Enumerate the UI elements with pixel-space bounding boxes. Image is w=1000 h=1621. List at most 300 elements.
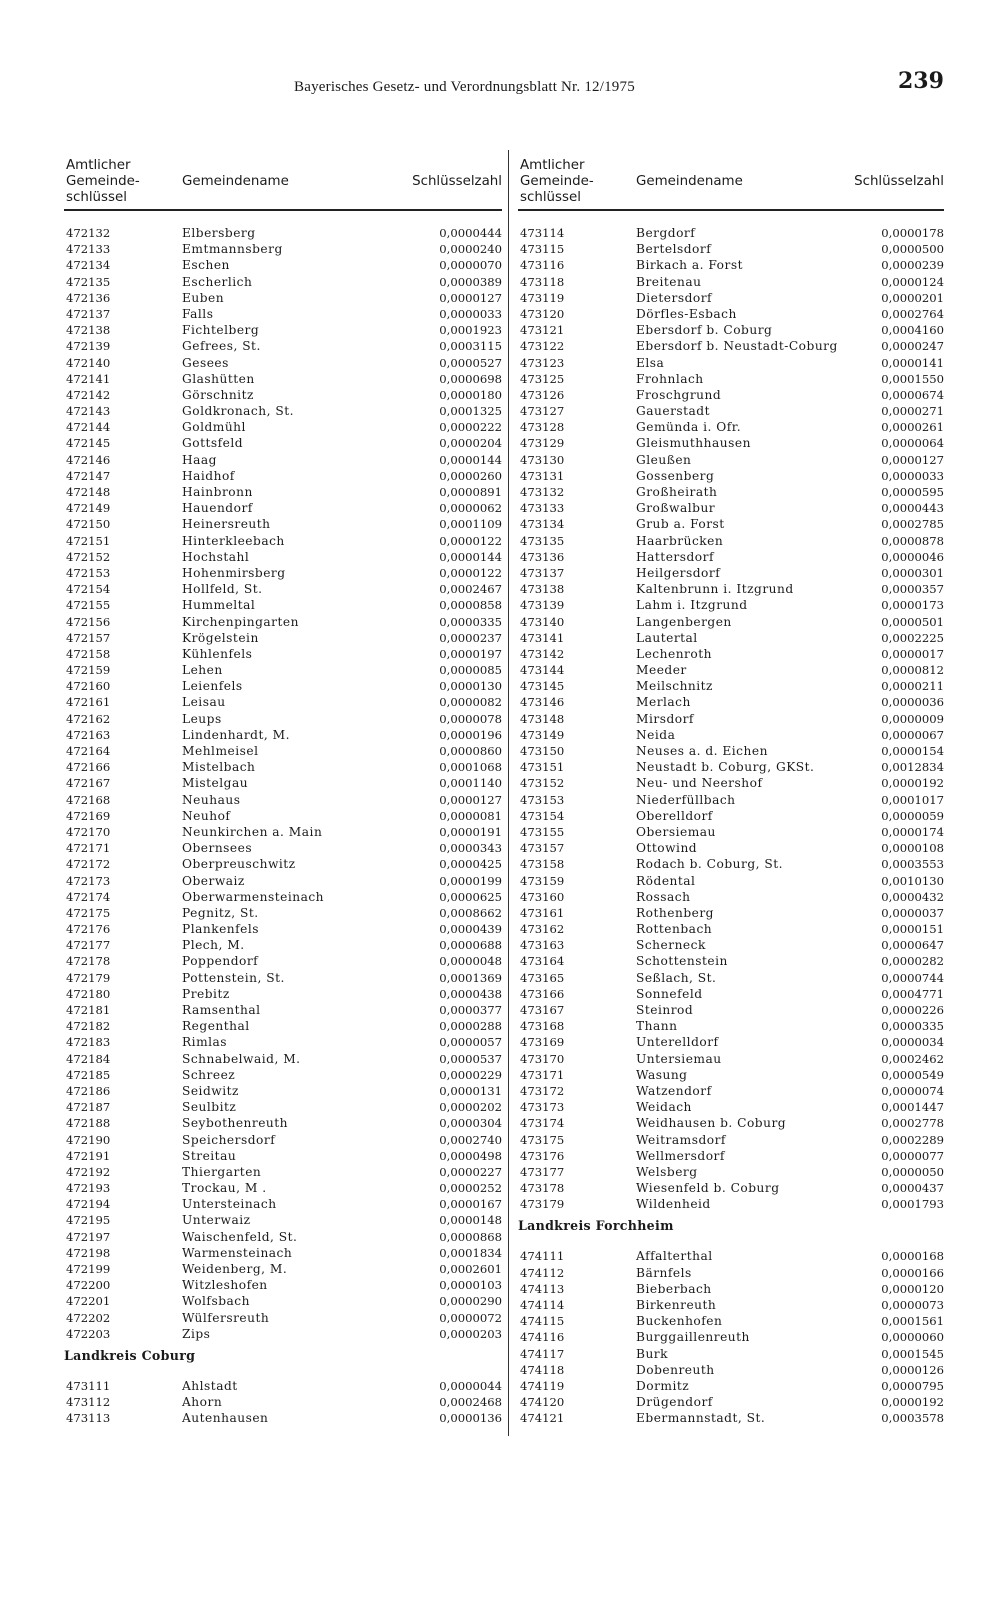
key-number: 0,0000081 (439, 808, 502, 823)
municipality-key: 472173 (66, 873, 111, 888)
municipality-key: 473125 (520, 371, 565, 386)
municipality-name: Lahm i. Itzgrund (636, 598, 748, 613)
municipality-name: Kirchenpingarten (182, 614, 299, 629)
key-number: 0,0002467 (439, 582, 502, 597)
table-row (64, 808, 502, 824)
key-number: 0,0002225 (881, 630, 944, 645)
table-row (518, 1018, 944, 1034)
table-row (518, 905, 944, 921)
key-number: 0,0000438 (439, 986, 502, 1001)
table-row (64, 387, 502, 403)
table-row (518, 1410, 944, 1426)
table-row (64, 500, 502, 516)
key-number: 0,0000432 (881, 889, 944, 904)
key-number: 0,0000744 (881, 970, 944, 985)
municipality-name: Leups (182, 711, 222, 726)
municipality-name: Gossenberg (636, 468, 715, 483)
table-row (64, 1132, 502, 1148)
key-number: 0,0001550 (881, 371, 944, 386)
table-row (518, 1002, 944, 1018)
key-number: 0,0000625 (439, 889, 502, 904)
key-number: 0,0000501 (881, 614, 944, 629)
table-row (64, 711, 502, 727)
municipality-name: Emtmannsberg (182, 242, 283, 257)
municipality-name: Seidwitz (182, 1083, 239, 1098)
key-number: 0,0000057 (439, 1035, 502, 1050)
key-number: 0,0000211 (881, 679, 944, 694)
table-row (64, 597, 502, 613)
key-number: 0,0000064 (881, 436, 944, 451)
municipality-key: 473173 (520, 1100, 565, 1115)
key-number: 0,0000192 (881, 776, 944, 791)
table-row (518, 403, 944, 419)
municipality-key: 474111 (520, 1249, 565, 1264)
table-row (518, 257, 944, 273)
table-row (518, 1265, 944, 1281)
table-row (518, 1099, 944, 1115)
municipality-key: 473152 (520, 776, 565, 791)
table-row (518, 1051, 944, 1067)
municipality-name: Schreez (182, 1067, 236, 1082)
key-number: 0,0000037 (881, 905, 944, 920)
municipality-key: 473126 (520, 387, 565, 402)
table-row (64, 1212, 502, 1228)
table-row (518, 565, 944, 581)
municipality-key: 472188 (66, 1116, 111, 1131)
municipality-key: 473172 (520, 1083, 565, 1098)
municipality-name: Großheirath (636, 485, 718, 499)
municipality-key: 473157 (520, 841, 565, 856)
municipality-name: Ottowind (636, 841, 698, 856)
municipality-name: Haag (182, 452, 217, 467)
table-row (64, 743, 502, 759)
key-number: 0,0000878 (881, 533, 944, 548)
table-row (518, 759, 944, 775)
table-row (64, 1394, 502, 1410)
municipality-key: 472132 (66, 226, 111, 240)
key-number: 0,0000178 (881, 226, 944, 240)
municipality-name: Krögelstein (182, 630, 259, 645)
table-row (64, 630, 502, 646)
municipality-key: 474120 (520, 1395, 565, 1410)
municipality-key: 473128 (520, 420, 565, 435)
key-number: 0,0000868 (439, 1229, 502, 1244)
table-row (518, 937, 944, 953)
municipality-key: 473169 (520, 1035, 565, 1050)
municipality-name: Plankenfels (182, 922, 260, 937)
key-number: 0,0000174 (881, 824, 944, 839)
table-row (64, 290, 502, 306)
key-number: 0,0001545 (881, 1346, 944, 1361)
table-row (64, 403, 502, 419)
table-row (64, 355, 502, 371)
municipality-name: Niederfüllbach (636, 792, 736, 807)
municipality-key: 473141 (520, 630, 565, 645)
municipality-name: Merlach (636, 695, 691, 710)
table-row (64, 856, 502, 872)
value-column-label: Schlüsselzahl (412, 174, 502, 189)
municipality-key: 473179 (520, 1197, 565, 1212)
key-number: 0,0003115 (439, 339, 502, 354)
municipality-key: 472194 (66, 1197, 111, 1212)
table-row (518, 1248, 944, 1264)
municipality-name: Autenhausen (182, 1411, 269, 1426)
key-number: 0,0001369 (439, 970, 502, 985)
municipality-name: Hummeltal (182, 598, 256, 613)
municipality-name: Haarbrücken (636, 533, 724, 548)
key-number: 0,0000698 (439, 371, 502, 386)
municipality-key: 472150 (66, 517, 111, 532)
municipality-key: 473142 (520, 646, 565, 661)
municipality-name: Neu- und Neershof (636, 776, 763, 791)
key-number: 0,0002740 (439, 1132, 502, 1147)
table-row (518, 1164, 944, 1180)
key-column-label: Amtlicher Gemeinde-schlüssel (520, 158, 594, 205)
municipality-key: 473120 (520, 306, 565, 321)
key-number: 0,0000085 (439, 663, 502, 678)
table-row (64, 338, 502, 354)
municipality-name: Pegnitz, St. (182, 905, 259, 920)
municipality-key: 473176 (520, 1148, 565, 1163)
key-number: 0,0000389 (439, 274, 502, 289)
table-row (518, 630, 944, 646)
municipality-name: Wasung (636, 1067, 688, 1082)
right-column-header (518, 156, 944, 206)
table-row (64, 889, 502, 905)
municipality-name: Neuhof (182, 808, 231, 823)
table-row (64, 614, 502, 630)
municipality-key: 472193 (66, 1181, 111, 1196)
municipality-key: 472158 (66, 646, 111, 661)
table-row (518, 678, 944, 694)
municipality-name: Seybothenreuth (182, 1116, 289, 1131)
municipality-key: 473131 (520, 468, 565, 483)
table-row (518, 727, 944, 743)
municipality-name: Bergdorf (636, 226, 696, 240)
municipality-name: Rottenbach (636, 922, 713, 937)
key-number: 0,0000301 (881, 565, 944, 580)
key-number: 0,0003553 (881, 857, 944, 872)
municipality-key: 472179 (66, 970, 111, 985)
table-row (518, 387, 944, 403)
municipality-key: 473154 (520, 808, 565, 823)
municipality-key: 472185 (66, 1067, 111, 1082)
municipality-key: 472140 (66, 355, 111, 370)
key-number: 0,0000060 (881, 1330, 944, 1345)
municipality-key: 473171 (520, 1067, 565, 1082)
key-number: 0,0000891 (439, 485, 502, 499)
municipality-key: 473140 (520, 614, 565, 629)
municipality-name: Thiergarten (182, 1164, 262, 1179)
municipality-key: 473136 (520, 549, 565, 564)
header-rule (64, 209, 502, 211)
municipality-name: Unterwaiz (182, 1213, 251, 1228)
key-number: 0,0000500 (881, 242, 944, 257)
municipality-key: 472192 (66, 1164, 111, 1179)
municipality-name: Lehen (182, 663, 223, 678)
municipality-name: Birkach a. Forst (636, 258, 743, 273)
municipality-key: 472139 (66, 339, 111, 354)
table-row (518, 484, 944, 500)
municipality-key: 472134 (66, 258, 111, 273)
key-number: 0,0000252 (439, 1181, 502, 1196)
municipality-name: Escherlich (182, 274, 253, 289)
municipality-name: Oberwaiz (182, 873, 245, 888)
key-number: 0,0000130 (439, 679, 502, 694)
municipality-key: 472167 (66, 776, 111, 791)
table-row (64, 565, 502, 581)
municipality-key: 473162 (520, 922, 565, 937)
table-row (64, 1229, 502, 1245)
key-number: 0,0000271 (881, 404, 944, 419)
municipality-name: Weidach (636, 1100, 692, 1115)
municipality-name: Thann (636, 1019, 678, 1034)
municipality-name: Bieberbach (636, 1281, 712, 1296)
municipality-key: 473115 (520, 242, 565, 257)
key-number: 0,0001793 (881, 1197, 944, 1212)
key-number: 0,0000070 (439, 258, 502, 273)
municipality-name: Breitenau (636, 274, 702, 289)
municipality-name: Wellmersdorf (636, 1148, 725, 1163)
table-row (518, 549, 944, 565)
municipality-key: 474121 (520, 1411, 565, 1426)
municipality-name: Heinersreuth (182, 517, 271, 532)
key-number: 0,0000425 (439, 857, 502, 872)
key-number: 0,0000377 (439, 1003, 502, 1017)
key-number: 0,0000304 (439, 1116, 502, 1131)
municipality-key: 472144 (66, 420, 111, 435)
key-number: 0,0002468 (439, 1395, 502, 1410)
table-row (64, 419, 502, 435)
key-number: 0,0000044 (439, 1378, 502, 1393)
municipality-key: 472164 (66, 744, 111, 758)
table-row (64, 484, 502, 500)
table-row (64, 1018, 502, 1034)
table-row (64, 970, 502, 986)
key-number: 0,0000237 (439, 630, 502, 645)
municipality-key: 473177 (520, 1164, 565, 1179)
key-number: 0,0000335 (881, 1019, 944, 1034)
table-row (518, 953, 944, 969)
table-row (64, 371, 502, 387)
key-number: 0,0001447 (881, 1100, 944, 1115)
key-number: 0,0000009 (881, 711, 944, 726)
table-row (518, 711, 944, 727)
municipality-name: Sonnefeld (636, 986, 703, 1001)
municipality-key: 473153 (520, 792, 565, 807)
municipality-name: Wolfsbach (182, 1294, 250, 1309)
table-row (64, 274, 502, 290)
municipality-key: 472182 (66, 1019, 111, 1034)
key-number: 0,0000122 (439, 565, 502, 580)
table-row (64, 257, 502, 273)
municipality-name: Steinrod (636, 1003, 694, 1017)
table-row (64, 824, 502, 840)
municipality-name: Obersiemau (636, 824, 716, 839)
municipality-name: Waischenfeld, St. (182, 1229, 298, 1244)
municipality-key: 473114 (520, 226, 565, 240)
key-number: 0,0000036 (881, 695, 944, 710)
name-column-label: Gemeindename (636, 174, 743, 189)
key-number: 0,0000537 (439, 1051, 502, 1066)
key-number: 0,0002462 (881, 1051, 944, 1066)
municipality-name: Rothenberg (636, 905, 714, 920)
municipality-key: 473159 (520, 873, 565, 888)
table-row (518, 1281, 944, 1297)
page-number: 239 (898, 68, 944, 94)
table-row (64, 1099, 502, 1115)
municipality-name: Wülfersreuth (182, 1310, 270, 1325)
key-number: 0,0000527 (439, 355, 502, 370)
municipality-name: Weitramsdorf (636, 1132, 726, 1147)
table-row (518, 1180, 944, 1196)
key-number: 0,0012834 (881, 760, 944, 775)
municipality-key: 472176 (66, 922, 111, 937)
table-row (518, 775, 944, 791)
left-rows-b (64, 1378, 502, 1427)
municipality-name: Zips (182, 1326, 211, 1341)
municipality-name: Bärnfels (636, 1265, 692, 1280)
municipality-key: 472172 (66, 857, 111, 872)
municipality-key: 472171 (66, 841, 111, 856)
municipality-key: 472181 (66, 1003, 111, 1017)
municipality-key: 473146 (520, 695, 565, 710)
table-row (64, 694, 502, 710)
municipality-name: Goldkronach, St. (182, 404, 294, 419)
municipality-key: 472177 (66, 938, 111, 953)
key-number: 0,0004160 (881, 323, 944, 338)
table-row (64, 1083, 502, 1099)
key-number: 0,0000343 (439, 841, 502, 856)
table-row (518, 452, 944, 468)
municipality-name: Hauendorf (182, 501, 253, 516)
municipality-name: Ebersdorf b. Coburg (636, 323, 773, 338)
municipality-key: 472136 (66, 290, 111, 305)
key-number: 0,0001109 (439, 517, 502, 532)
municipality-key: 472163 (66, 727, 111, 742)
table-row (64, 452, 502, 468)
municipality-key: 473175 (520, 1132, 565, 1147)
table-row (64, 1310, 502, 1326)
key-number: 0,0000103 (439, 1278, 502, 1293)
key-number: 0,0003578 (881, 1411, 944, 1426)
table-row (518, 792, 944, 808)
municipality-name: Plech, M. (182, 938, 245, 953)
key-number: 0,0000126 (881, 1362, 944, 1377)
municipality-name: Poppendorf (182, 954, 259, 969)
municipality-key: 473165 (520, 970, 565, 985)
municipality-key: 472159 (66, 663, 111, 678)
municipality-key: 474114 (520, 1298, 565, 1312)
municipality-name: Frohnlach (636, 371, 704, 386)
municipality-key: 473148 (520, 711, 565, 726)
key-number: 0,0000290 (439, 1294, 502, 1309)
key-number: 0,0000151 (881, 922, 944, 937)
key-number: 0,0001017 (881, 792, 944, 807)
key-number: 0,0004771 (881, 986, 944, 1001)
municipality-key: 473122 (520, 339, 565, 354)
key-number: 0,0000595 (881, 485, 944, 499)
municipality-key: 472174 (66, 889, 111, 904)
municipality-name: Froschgrund (636, 387, 722, 402)
key-number: 0,0002289 (881, 1132, 944, 1147)
table-row (518, 1329, 944, 1345)
table-row (518, 1083, 944, 1099)
table-row (518, 1297, 944, 1313)
municipality-key: 472199 (66, 1262, 111, 1276)
table-row (64, 840, 502, 856)
key-number: 0,0002764 (881, 306, 944, 321)
municipality-name: Hohenmirsberg (182, 565, 286, 580)
municipality-key: 473121 (520, 323, 565, 338)
table-row (64, 1277, 502, 1293)
table-row (518, 241, 944, 257)
table-row (518, 824, 944, 840)
municipality-name: Lindenhardt, M. (182, 727, 290, 742)
key-number: 0,0000201 (881, 290, 944, 305)
municipality-key: 472170 (66, 824, 111, 839)
key-number: 0,0000191 (439, 824, 502, 839)
key-number: 0,0000439 (439, 922, 502, 937)
municipality-name: Leienfels (182, 679, 243, 694)
municipality-key: 473168 (520, 1019, 565, 1034)
key-number: 0,0000131 (439, 1083, 502, 1098)
table-row (518, 808, 944, 824)
municipality-key: 472157 (66, 630, 111, 645)
municipality-key: 473132 (520, 485, 565, 499)
table-row (64, 727, 502, 743)
table-row (64, 792, 502, 808)
table-row (518, 322, 944, 338)
table-row (518, 1394, 944, 1410)
municipality-key: 473116 (520, 258, 565, 273)
municipality-name: Neustadt b. Coburg, GKSt. (636, 760, 815, 775)
key-number: 0,0000046 (881, 549, 944, 564)
key-column-label: Amtlicher Gemeinde-schlüssel (66, 158, 140, 205)
municipality-key: 472137 (66, 306, 111, 321)
municipality-name: Elsa (636, 355, 665, 370)
municipality-name: Wiesenfeld b. Coburg (636, 1181, 780, 1196)
right-rows-b (518, 1248, 944, 1426)
municipality-key: 472202 (66, 1310, 111, 1325)
municipality-name: Gesees (182, 355, 229, 370)
municipality-key: 473158 (520, 857, 565, 872)
municipality-name: Seßlach, St. (636, 970, 717, 985)
municipality-name: Warmensteinach (182, 1245, 293, 1260)
key-number: 0,0000196 (439, 727, 502, 742)
key-number: 0,0000017 (881, 646, 944, 661)
table-row (64, 937, 502, 953)
table-row (518, 646, 944, 662)
table-row (518, 1313, 944, 1329)
key-number: 0,0001834 (439, 1245, 502, 1260)
municipality-key: 473144 (520, 663, 565, 678)
key-number: 0,0000260 (439, 468, 502, 483)
municipality-name: Kaltenbrunn i. Itzgrund (636, 582, 794, 597)
municipality-name: Untersiemau (636, 1051, 722, 1066)
key-number: 0,0000261 (881, 420, 944, 435)
municipality-name: Neida (636, 727, 676, 742)
municipality-name: Speichersdorf (182, 1132, 276, 1147)
table-row (64, 549, 502, 565)
right-column (518, 156, 944, 1427)
municipality-name: Affalterthal (636, 1249, 713, 1264)
key-number: 0,0000674 (881, 387, 944, 402)
key-number: 0,0000199 (439, 873, 502, 888)
table-row (64, 516, 502, 532)
section-heading: Landkreis Forchheim (518, 1218, 674, 1234)
name-column-label: Gemeindename (182, 174, 289, 189)
